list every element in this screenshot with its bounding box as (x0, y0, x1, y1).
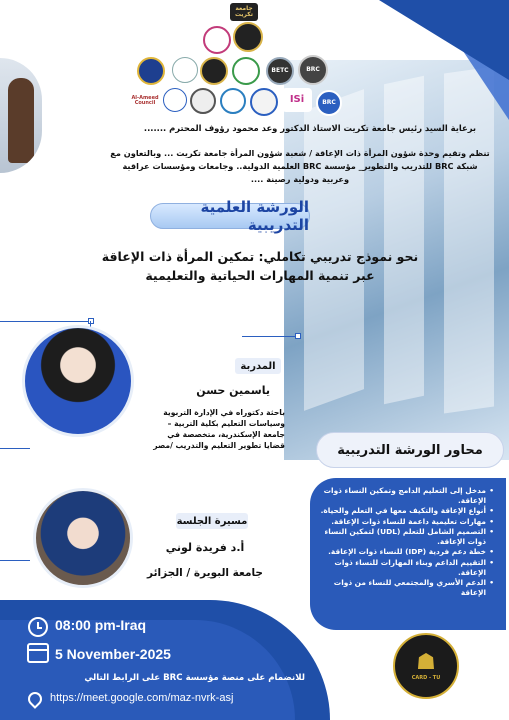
axes-item: • الدعم الأسري والمجتمعي للنساء من ذوات الإعاقة (316, 578, 494, 598)
join-instructions: للانضمام على منصة مؤسسة BRC على الرابط التالي (84, 673, 305, 683)
organizers-line-1: تنظم وتقيم وحدة شؤون المرأة ذات الإعاقة / شعبة شؤون المرأة جامعة تكريت ... وبالتعاون مع (110, 148, 490, 158)
card-tu-logo: ☗ CARD - TU (393, 633, 459, 699)
axes-item: • مهارات تعليمية داعمة للنساء ذوات الإعاقة. (316, 517, 494, 527)
betc-logo: BETC (266, 57, 294, 85)
workshop-badge: الورشة العلمية التدريبية (150, 203, 310, 229)
partner-logo (250, 88, 278, 116)
partner-logo (172, 57, 198, 83)
axes-item: • خطة دعم فردية (IDP) للنساء ذوات الإعاقة. (316, 547, 494, 557)
partner-logo (203, 26, 231, 54)
corner-decoration (379, 0, 509, 80)
clock-icon (28, 617, 48, 637)
council-logo: Al-Ameed Council (128, 90, 162, 112)
event-date: 5 November-2025 (55, 646, 171, 662)
card-tu-caption: CARD - TU (411, 674, 441, 681)
decorative-dot (295, 333, 301, 339)
axes-item: • التصميم الشامل للتعلم (UDL) لتمكين النساء ذوات الإعاقة. (316, 527, 494, 547)
partner-logo (233, 22, 263, 52)
partner-logo (200, 57, 228, 85)
partner-logo (232, 57, 260, 85)
trainer-role-label: المدربة (235, 358, 281, 374)
trainer-bio-line-3: جامعة الإسكندرية، متخصصة في (167, 430, 285, 439)
moderator-role-label: مسيرة الجلسة (176, 513, 248, 529)
decorative-line (0, 448, 30, 449)
event-time: 08:00 pm-Iraq (55, 617, 147, 633)
calendar-icon (27, 643, 49, 663)
partner-logo (190, 88, 216, 114)
axes-item: • مدخل إلى التعليم الدامج وتمكين النساء ذوات الإعاقة. (316, 486, 494, 506)
brc-logo: BRC (316, 90, 342, 116)
partner-logo: ISi (282, 88, 312, 112)
university-logo: جامعة تكريت (230, 3, 258, 21)
moderator-photo (33, 488, 133, 588)
moderator-affiliation: جامعة البويرة / الجزائر (147, 567, 263, 579)
brc-logo: BRC (298, 55, 328, 85)
trainer-photo (22, 325, 134, 437)
decorative-line (0, 560, 30, 561)
decorative-line (0, 321, 90, 322)
partner-logo (220, 88, 246, 114)
trainer-bio-line-1: باحثة دكتوراه في الإدارة التربوية (163, 408, 285, 417)
decorative-line (242, 336, 297, 337)
presenter-photo (0, 58, 42, 173)
axes-list-panel (310, 478, 506, 630)
partner-logo (137, 57, 165, 85)
organizers-line-2: شبكة BRC للتدريب والتطوير_ مؤسسة BRC العلمية الدولية.. وجامعات ومؤسسات عراقية (122, 161, 478, 171)
workshop-title-line-2: عبر تنمية المهارات الحياتية والتعليمية (145, 268, 375, 283)
trainer-bio-line-4: قضايا تطوير التعليم والتدريب /مصر (153, 441, 285, 450)
moderator-name: أ.د فريدة لوني (165, 541, 245, 554)
organizers-line-3: وعربية ودولية رصينة .... (250, 174, 350, 184)
partner-logo (163, 88, 187, 112)
axes-item: • أنواع الإعاقة والتكيف معها في التعلم والحياة. (316, 506, 494, 516)
trainer-name: ياسمين حسن (196, 384, 270, 397)
meeting-link[interactable]: https://meet.google.com/maz-nvrk-asj (50, 692, 234, 704)
axes-heading: محاور الورشة التدريبية (316, 432, 504, 468)
decorative-dot (88, 318, 94, 324)
axes-item: • التقييم الداعم وبناء المهارات للنساء ذوات الإعاقة. (316, 558, 494, 578)
trainer-bio-line-2: وسياسات التعليم بكلية التربية – (167, 419, 285, 428)
patronage-text: برعاية السيد رئيس جامعة تكريت الاستاذ الدكتور وعد محمود رؤوف المحترم ....... (143, 123, 477, 133)
workshop-title-line-1: نحو نموذج تدريبي تكاملي: تمكين المرأة ذات الإعاقة (101, 249, 419, 264)
